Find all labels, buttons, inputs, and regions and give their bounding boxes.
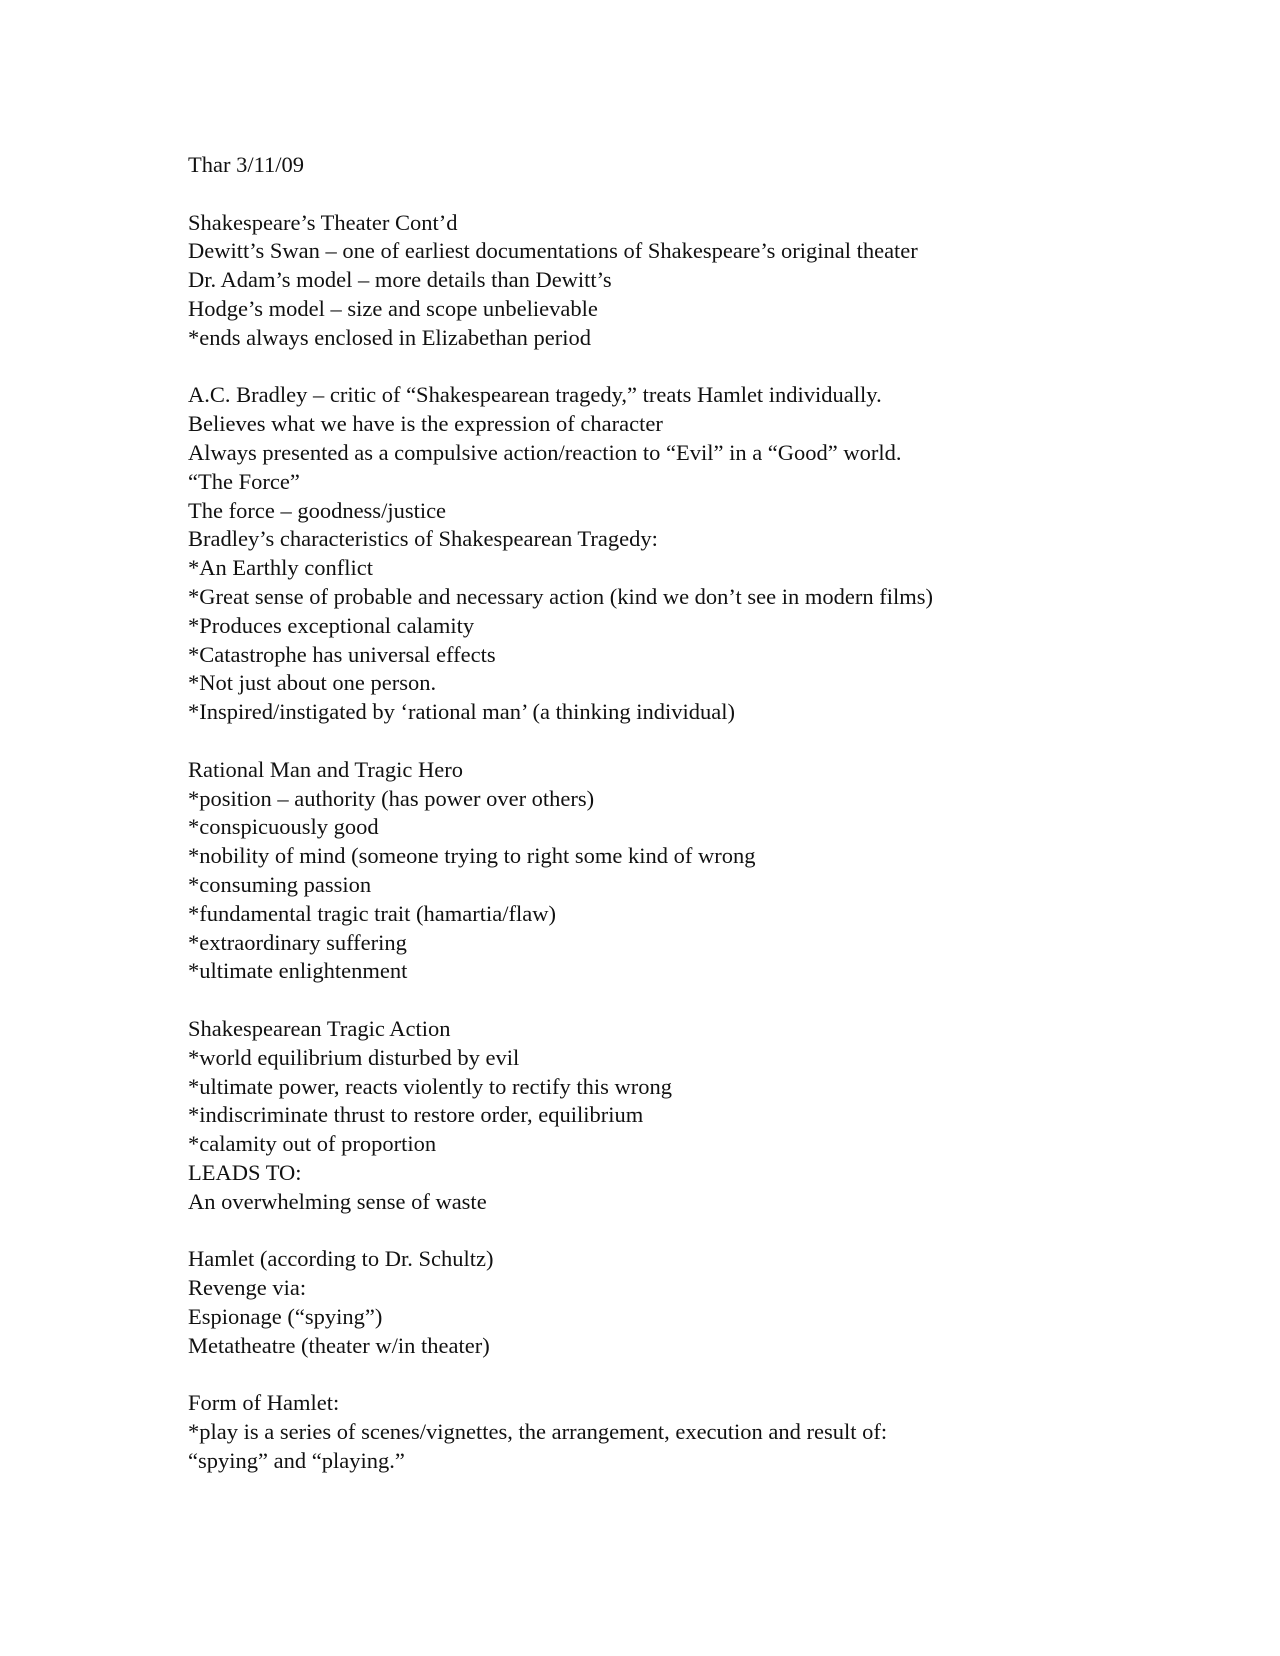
section-form-of-hamlet: [188, 1389, 1228, 1475]
section-heading: Form of Hamlet:: [188, 1390, 340, 1416]
text-line: “spying” and “playing.”: [188, 1447, 405, 1473]
section-tragic-action: [188, 1015, 1228, 1217]
text-line: Espionage (“spying”): [188, 1303, 383, 1329]
section-bradley: [188, 381, 1228, 727]
list-item: *consuming passion: [188, 871, 372, 897]
paragraph-gap: [188, 986, 1228, 1015]
section-heading: Hamlet (according to Dr. Schultz): [188, 1246, 494, 1272]
list-item: *Produces exceptional calamity: [188, 612, 475, 638]
section-heading: Shakespearean Tragic Action: [188, 1015, 451, 1041]
text-line: Dewitt’s Swan – one of earliest documentations of Shakespeare’s original theater: [188, 238, 918, 264]
list-item: *extraordinary suffering: [188, 929, 407, 955]
text-line: Hodge’s model – size and scope unbelievable: [188, 295, 598, 321]
list-item: *calamity out of proportion: [188, 1131, 437, 1157]
list-item: *An Earthly conflict: [188, 555, 373, 581]
section-heading: A.C. Bradley – critic of “Shakespearean tragedy,” treats Hamlet individually.: [188, 382, 882, 408]
list-item: *conspicuously good: [188, 814, 379, 840]
text-line: Believes what we have is the expression of character: [188, 411, 663, 437]
section-hamlet-schultz: [188, 1245, 1228, 1360]
section-rational-man: [188, 756, 1228, 986]
section-heading: Shakespeare’s Theater Cont’d: [188, 209, 458, 235]
paragraph-gap: [188, 353, 1228, 382]
list-item: *Inspired/instigated by ‘rational man’ (a thinking individual): [188, 699, 735, 725]
paragraph-gap: [188, 1360, 1228, 1389]
document-body: [188, 151, 1228, 1476]
list-item: *ultimate enlightenment: [188, 958, 408, 984]
text-line: Bradley’s characteristics of Shakespearean Tragedy:: [188, 526, 658, 552]
section-heading: Rational Man and Tragic Hero: [188, 756, 463, 782]
text-line: The force – goodness/justice: [188, 497, 447, 523]
paragraph-gap: [188, 180, 1228, 209]
list-item: *world equilibrium disturbed by evil: [188, 1044, 520, 1070]
list-item: *position – authority (has power over others): [188, 785, 595, 811]
date-line: Thar 3/11/09: [188, 152, 305, 177]
list-item: *indiscriminate thrust to restore order, equilibrium: [188, 1102, 644, 1128]
paragraph-gap: [188, 727, 1228, 756]
text-line: Dr. Adam’s model – more details than Dewitt’s: [188, 267, 612, 293]
text-line: Revenge via:: [188, 1275, 307, 1301]
list-item: *Great sense of probable and necessary action (kind we don’t see in modern films): [188, 583, 933, 609]
text-line: “The Force”: [188, 468, 300, 494]
list-item: *ultimate power, reacts violently to rectify this wrong: [188, 1073, 672, 1099]
section-theater: [188, 209, 1228, 353]
list-item: *Not just about one person.: [188, 670, 437, 696]
list-item: *fundamental tragic trait (hamartia/flaw): [188, 900, 556, 926]
list-item: *nobility of mind (someone trying to right some kind of wrong: [188, 843, 756, 869]
text-line: LEADS TO:: [188, 1159, 302, 1185]
text-line: An overwhelming sense of waste: [188, 1188, 487, 1214]
paragraph-gap: [188, 1216, 1228, 1245]
text-line: Metatheatre (theater w/in theater): [188, 1332, 490, 1358]
text-line: *ends always enclosed in Elizabethan period: [188, 324, 591, 350]
list-item: *play is a series of scenes/vignettes, the arrangement, execution and result of:: [188, 1419, 888, 1445]
text-line: Always presented as a compulsive action/reaction to “Evil” in a “Good” world.: [188, 439, 902, 465]
list-item: *Catastrophe has universal effects: [188, 641, 496, 667]
